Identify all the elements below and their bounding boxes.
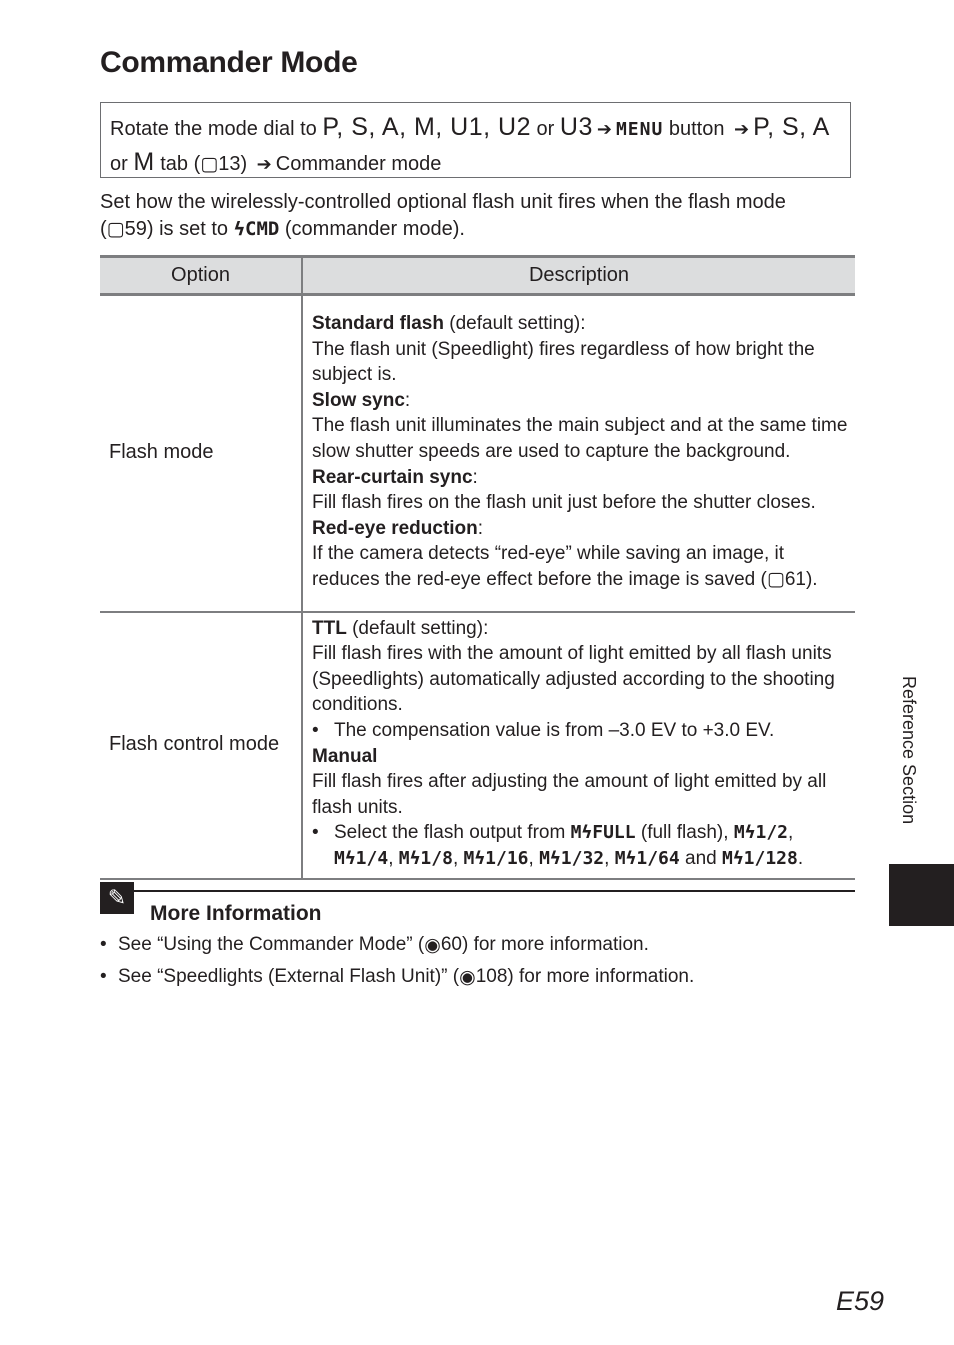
- side-section-tab: [889, 864, 954, 926]
- slow-sync-text: The flash unit illuminates the main subject and at the same time slow shutter speeds are used to capture the background.: [312, 415, 848, 462]
- info-text-b: ) for more information.: [461, 934, 649, 955]
- comma: ,: [388, 847, 399, 869]
- flash-full-icon: MϟFULL: [570, 822, 636, 844]
- commander-flash-icon: ϟCMD: [233, 218, 280, 240]
- nav-close: ): [240, 153, 253, 175]
- manual-bullet-text: [334, 820, 855, 871]
- intro-paragraph: [100, 189, 860, 243]
- page-title: Commander Mode: [100, 46, 358, 79]
- info-text-a: See “Speedlights (External Flash Unit)” (: [118, 966, 460, 987]
- flash-value: Mϟ1/2: [733, 822, 788, 844]
- intro-ref: 59: [124, 218, 147, 240]
- red-eye-text-b: ).: [805, 568, 818, 590]
- rear-curtain-title: Rear-curtain sync: [312, 466, 473, 488]
- list-item: [312, 820, 855, 871]
- list-item: [100, 934, 860, 966]
- nav-modes-list-2: P, S, A: [753, 113, 830, 141]
- comma: ,: [788, 822, 794, 844]
- nav-tab-ref: 13: [218, 153, 241, 175]
- period: .: [797, 847, 804, 869]
- options-table: [100, 255, 855, 880]
- bullet-icon: •: [100, 934, 107, 955]
- info-text-b: ) for more information.: [507, 966, 695, 987]
- table-row-flash-mode: [100, 295, 855, 612]
- comma: ,: [604, 847, 615, 869]
- nav-mode-m: M: [133, 148, 155, 176]
- flash-value: Mϟ1/8: [398, 847, 453, 869]
- ttl-bullet-text: The compensation value is from –3.0 EV to +3.0 EV.: [334, 719, 775, 741]
- e-reference-icon: ◉: [424, 935, 441, 956]
- intro-line1: Set how the wirelessly-controlled optional flash unit fires when the flash mode: [100, 191, 786, 213]
- side-section-label: Reference Section: [899, 676, 919, 825]
- nav-prefix: Rotate the mode dial to: [110, 118, 323, 140]
- nav-button-word: button: [663, 118, 731, 140]
- full-flash-label: (full flash),: [635, 822, 734, 844]
- info-ref: 60: [440, 934, 462, 955]
- intro-open: (: [100, 218, 107, 240]
- arrow-icon: ➔: [256, 154, 272, 174]
- page-number: E59: [836, 1286, 885, 1316]
- red-eye-text: [312, 541, 855, 592]
- ttl-suffix: (default setting):: [346, 617, 489, 639]
- standard-flash-title: Standard flash: [312, 312, 444, 334]
- more-information-list: [100, 934, 860, 998]
- and-word: and: [679, 847, 722, 869]
- ttl-title: TTL: [312, 617, 347, 639]
- comma: ,: [452, 847, 464, 869]
- header-description: Description: [302, 257, 855, 295]
- info-text-a: See “Using the Commander Mode” (: [118, 934, 425, 955]
- option-flash-mode: Flash mode: [100, 295, 302, 612]
- colon: :: [404, 389, 411, 411]
- standard-flash-suffix: (default setting):: [443, 312, 586, 334]
- nav-tab-text: tab (: [154, 153, 201, 175]
- ttl-text: Fill flash fires with the amount of light emitted by all flash units (Speedlights) automatically adjusted according to the shooting conditions.: [312, 643, 835, 716]
- description-flash-control-mode: [302, 612, 855, 879]
- nav-or: or: [530, 118, 560, 140]
- bullet-icon: •: [312, 822, 319, 844]
- e-reference-icon: ◉: [459, 967, 476, 988]
- table-row-flash-control-mode: [100, 612, 855, 879]
- list-item: [312, 718, 855, 744]
- slow-sync-title: Slow sync: [312, 389, 405, 411]
- colon: :: [477, 517, 484, 539]
- bullet-icon: •: [312, 719, 319, 741]
- flash-value: Mϟ1/128: [721, 847, 798, 869]
- nav-target: Commander mode: [275, 153, 442, 175]
- book-icon: ▢: [106, 219, 125, 240]
- navigation-path-box: [100, 102, 851, 178]
- nav-modes-list: P, S, A, M, U1, U2: [322, 113, 531, 141]
- nav-or-2: or: [110, 153, 134, 175]
- red-eye-title: Red-eye reduction: [312, 517, 478, 539]
- intro-end: (commander mode).: [279, 218, 465, 240]
- comma: ,: [528, 847, 540, 869]
- description-flash-mode: [302, 295, 855, 612]
- flash-value: Mϟ1/64: [614, 847, 680, 869]
- intro-mid: ) is set to: [146, 218, 234, 240]
- book-icon: ▢: [766, 568, 785, 590]
- manual-bullet-a: Select the flash output from: [334, 822, 571, 844]
- pencil-note-icon: ✎: [100, 882, 134, 914]
- more-information-title: More Information: [150, 902, 322, 925]
- more-information-section: [100, 885, 855, 988]
- info-ref: 108: [475, 966, 508, 987]
- book-icon: ▢: [200, 154, 219, 175]
- arrow-icon: ➔: [734, 119, 750, 139]
- nav-mode-u3: U3: [559, 113, 593, 141]
- standard-flash-text: The flash unit (Speedlight) fires regardless of how bright the subject is.: [312, 338, 815, 386]
- option-flash-control-mode: Flash control mode: [100, 612, 302, 879]
- rear-curtain-text: Fill flash fires on the flash unit just before the shutter closes.: [312, 492, 816, 514]
- flash-value: Mϟ1/16: [463, 847, 529, 869]
- arrow-icon: ➔: [596, 119, 612, 139]
- red-eye-text-a: If the camera detects “red-eye” while saving an image, it reduces the red-eye effect before the image is saved (: [312, 543, 785, 590]
- manual-text: Fill flash fires after adjusting the amount of light emitted by all flash units.: [312, 771, 827, 818]
- menu-button-label: MENU: [615, 119, 664, 140]
- flash-value: Mϟ1/4: [334, 847, 389, 869]
- manual-title: Manual: [312, 745, 378, 767]
- list-item: [100, 966, 860, 998]
- bullet-icon: •: [100, 966, 107, 987]
- red-eye-ref: 61: [784, 568, 806, 590]
- header-option: Option: [100, 257, 302, 295]
- flash-value: Mϟ1/32: [539, 847, 605, 869]
- colon: :: [472, 466, 478, 488]
